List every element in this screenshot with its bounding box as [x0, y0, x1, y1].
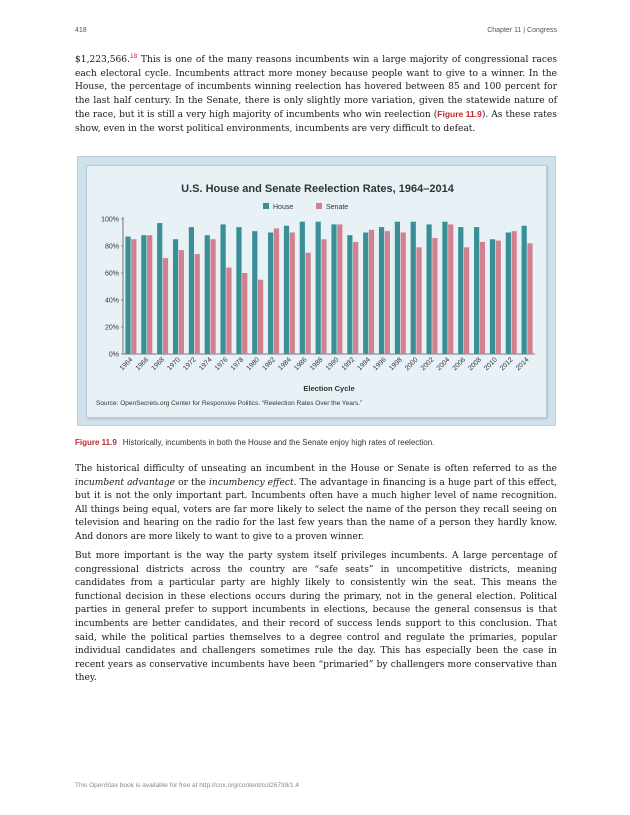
bar-senate-1970 [179, 250, 184, 354]
p3-text: But more important is the way the party system itself privileges incumbents. A large percentage of congressional districts across the country are “safe seats” in uncompetitive districts, meaning candidates from a particular party are highly likely to consistently win the seat. This means the functional decision in these elections occurs during the primary, not in the general election. Political parties in general prefer to support incumbents in elections, because the general consensus is that incumbents are better candidates, and their record of success lends support to this conclusion. That said, while the political parties themselves to a degree control and regulate the primaries, popular individual candidates and challengers sometimes rule the day. This has especially been the case in recent years as conservative incumbents have been “primaried” by challengers more conservative than they. [75, 551, 557, 684]
legend-swatch-house [263, 203, 269, 209]
p1-lead: $1,223,566. [75, 55, 130, 65]
bar-house-2014 [522, 226, 527, 354]
bar-house-1974 [205, 235, 210, 354]
bar-house-2000 [411, 222, 416, 354]
bar-senate-1982 [274, 228, 279, 354]
x-tick-label: 1978 [229, 356, 246, 373]
bar-house-1998 [395, 222, 400, 354]
bar-house-2008 [474, 227, 479, 354]
paragraph-1 [75, 54, 557, 137]
x-tick-label: 1996 [372, 356, 388, 373]
term-incumbent-advantage: incumbent advantage [75, 477, 176, 488]
bar-house-1976 [221, 224, 226, 354]
x-tick-label: 1988 [308, 356, 325, 373]
bar-house-1994 [363, 233, 368, 355]
x-tick-label: 2000 [403, 356, 420, 373]
figure-caption [75, 438, 434, 447]
bar-senate-1968 [163, 258, 168, 354]
legend-label-senate: Senate [326, 204, 349, 211]
bar-senate-1974 [210, 239, 215, 354]
bar-senate-1986 [306, 253, 311, 354]
bar-house-1980 [252, 231, 257, 354]
x-tick-label: 1970 [166, 356, 182, 373]
bar-house-1966 [141, 235, 146, 354]
x-tick-label: 1976 [213, 356, 230, 373]
x-tick-label: 2014 [514, 356, 531, 373]
bar-senate-2000 [416, 247, 421, 354]
p2-text-1: The historical difficulty of unseating an incumbent in the House or Senate is often referred to as the [75, 464, 557, 474]
bar-senate-1988 [321, 239, 326, 354]
y-tick-label: 20% [104, 324, 119, 332]
legend-label-house: House [273, 204, 294, 211]
bar-senate-2002 [432, 238, 437, 354]
x-tick-label: 2002 [419, 356, 436, 373]
bar-house-1978 [236, 227, 241, 354]
chart-source: Source: OpenSecrets.org Center for Responsive Politics. “Reelection Rates Over the Years.” [96, 400, 363, 407]
legend-swatch-senate [316, 203, 322, 209]
bar-senate-2012 [512, 231, 517, 354]
caption-text: Historically, incumbents in both the House and the Senate enjoy high rates of reelection. [122, 438, 435, 447]
figure-link[interactable]: Figure 11.9 [437, 109, 482, 120]
p2-text-2: or the [175, 477, 209, 488]
p1-text: This is one of the many reasons incumbents win a large majority of congressional races each electoral cycle. Incumbents attract more money because people want to give to a winner. In the House, the percentage of incumbents winning reelection has hovered between 85 and 100 percent for the last half century. In the Senate, there is only slightly more variation, given the statewide nature of the race, but it is still a very high majority of incumbents who win reelection ( [75, 55, 557, 121]
bar-senate-2006 [464, 247, 469, 354]
y-tick-label: 0% [108, 351, 119, 359]
bar-senate-2004 [448, 224, 453, 354]
bar-senate-1996 [385, 231, 390, 354]
x-tick-label: 1992 [340, 356, 357, 373]
bar-senate-2014 [527, 243, 532, 354]
page-header [75, 27, 557, 41]
bar-house-1970 [173, 239, 178, 354]
p1-text-end: ). As these rates show, even in the worst political environments, incumbents are very difficult to defeat. [75, 110, 557, 134]
bar-house-2002 [427, 224, 432, 354]
reelection-chart [87, 166, 548, 419]
bar-senate-1978 [242, 273, 247, 354]
x-tick-label: 1998 [388, 356, 404, 373]
x-tick-label: 1984 [277, 356, 293, 373]
bar-house-2006 [458, 227, 463, 354]
bar-house-1964 [125, 237, 130, 354]
y-tick-label: 100% [101, 216, 119, 224]
chart-title: U.S. House and Senate Reelection Rates, 1964–2014 [181, 183, 454, 195]
chart-container [86, 165, 547, 418]
bar-senate-1984 [290, 233, 295, 355]
y-tick-label: 80% [104, 243, 119, 251]
x-tick-label: 1974 [197, 356, 214, 373]
bar-house-2010 [490, 239, 495, 354]
figure-panel [77, 156, 556, 426]
bar-house-1996 [379, 227, 384, 354]
x-tick-label: 1980 [245, 356, 262, 373]
bar-senate-2008 [480, 242, 485, 354]
bar-senate-1992 [353, 242, 358, 354]
bar-senate-1966 [147, 235, 152, 354]
page-footer: This OpenStax book is available for free at http://cnx.org/content/col26739/1.4 [75, 782, 300, 789]
bar-senate-1964 [131, 239, 136, 354]
bar-house-2012 [506, 233, 511, 355]
figure-label: Figure 11.9 [75, 438, 117, 447]
running-title: Chapter 11 | Congress [487, 27, 557, 34]
x-tick-label: 2012 [499, 356, 515, 373]
y-tick-label: 40% [104, 297, 119, 305]
x-tick-label: 1972 [182, 356, 198, 373]
bar-senate-1976 [226, 268, 231, 354]
footnote-ref[interactable]: 18 [129, 52, 138, 60]
bar-house-1992 [347, 235, 352, 354]
page-number: 418 [75, 27, 87, 34]
paragraph-3 [75, 550, 557, 686]
bar-senate-1972 [195, 254, 200, 354]
bar-senate-1980 [258, 280, 263, 354]
bar-senate-2010 [496, 241, 501, 354]
bar-house-1972 [189, 227, 194, 354]
x-tick-label: 2008 [467, 356, 483, 373]
bar-house-1968 [157, 223, 162, 354]
paragraph-2 [75, 463, 557, 545]
bar-house-1986 [300, 222, 305, 354]
x-tick-label: 1990 [324, 356, 341, 373]
bar-house-1990 [331, 224, 336, 354]
bar-house-1988 [316, 222, 321, 354]
x-tick-label: 1994 [356, 356, 373, 373]
x-tick-label: 1986 [293, 356, 309, 373]
y-tick-label: 60% [104, 270, 119, 278]
x-tick-label: 1968 [150, 356, 167, 373]
term-incumbency-effect: incumbency effect [208, 477, 294, 488]
x-tick-label: 1964 [118, 356, 135, 373]
x-tick-label: 1966 [134, 356, 151, 373]
x-tick-label: 2006 [451, 356, 468, 373]
x-tick-label: 2004 [435, 356, 452, 373]
x-tick-label: 2010 [483, 356, 499, 373]
bar-house-1984 [284, 226, 289, 354]
bar-house-1982 [268, 233, 273, 355]
p2-text-3: . The advantage in financing is a huge part of this effect, but it is not the only important part. Incumbents often have a much higher level of name recognition. All things being equal, voters are far more likely to select the name of the person they recall seeing on television and hearing on the radio for the last few years than the name of a person they hardly know. And donors are more likely to want to give to a proven winner. [75, 477, 558, 542]
bar-house-2004 [442, 222, 447, 354]
x-axis-title: Election Cycle [303, 384, 355, 393]
bar-senate-1994 [369, 230, 374, 354]
x-tick-label: 1982 [261, 356, 277, 373]
bar-senate-1998 [401, 233, 406, 355]
bar-senate-1990 [337, 224, 342, 354]
